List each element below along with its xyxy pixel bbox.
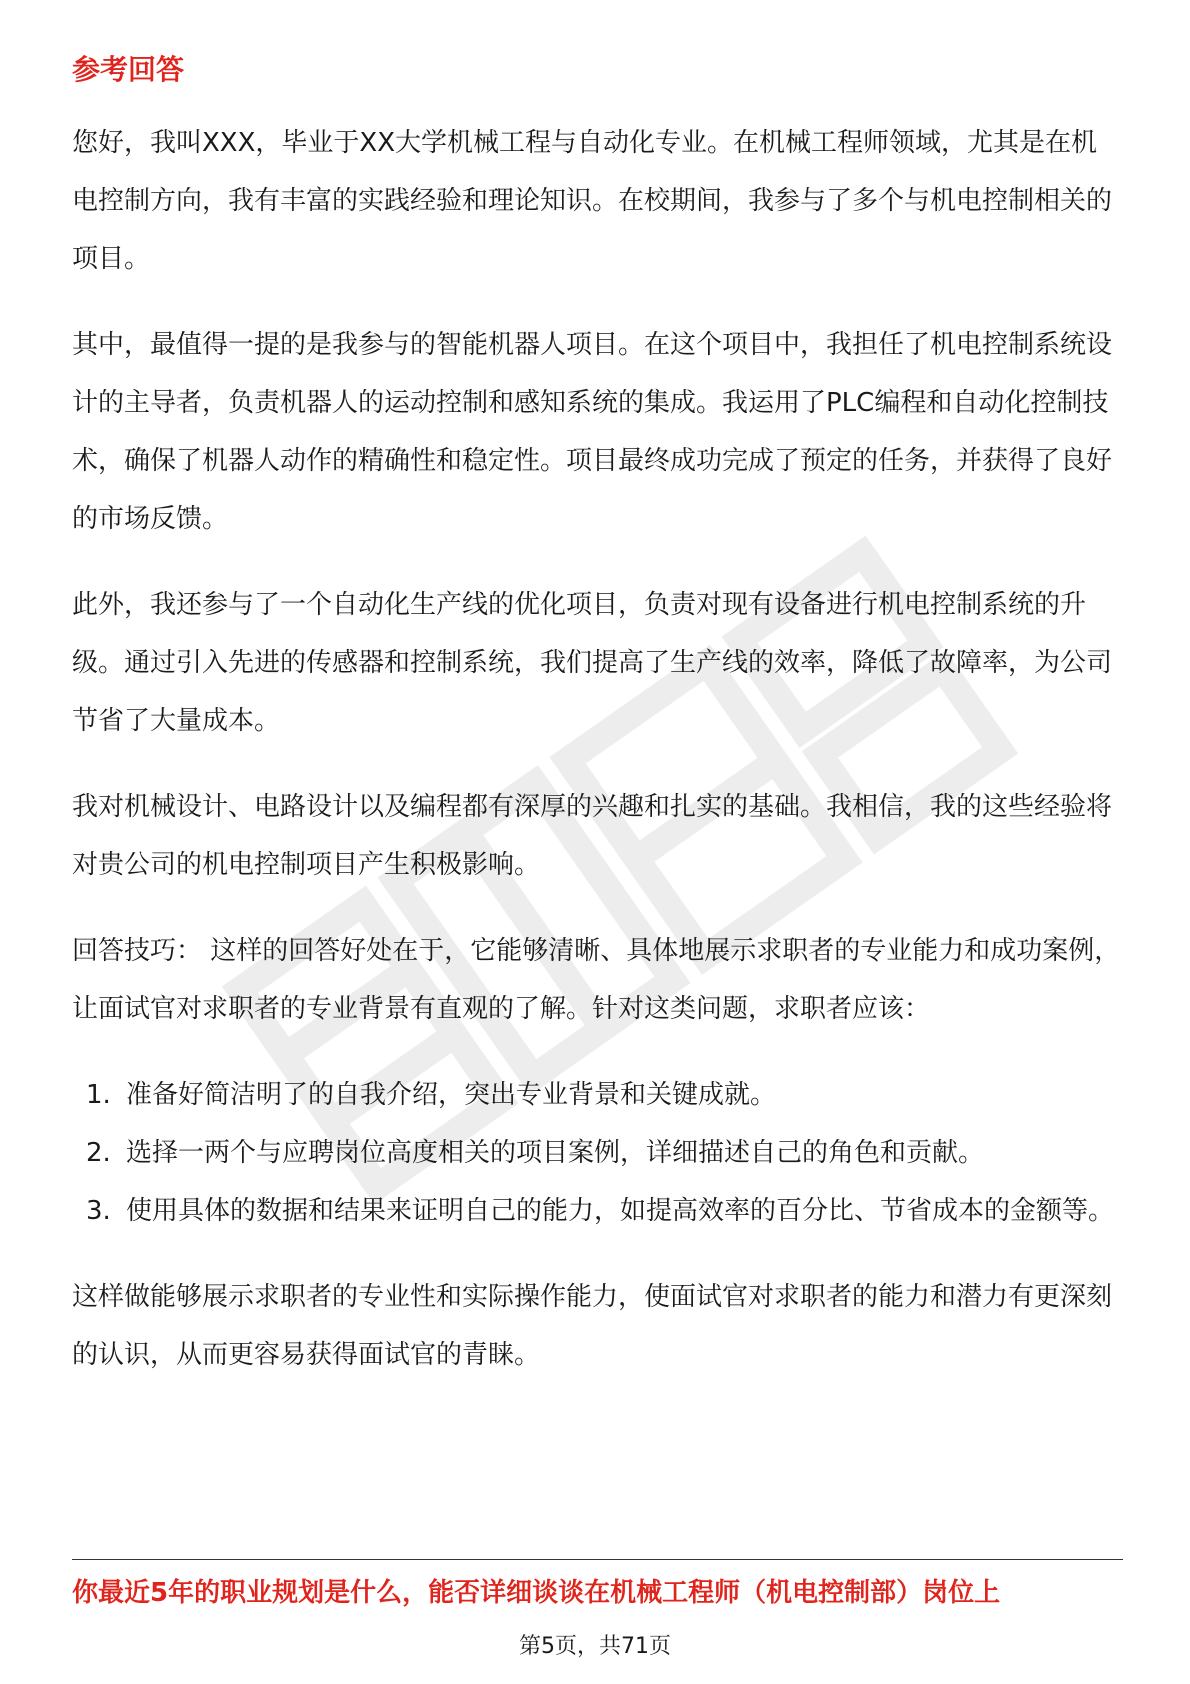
list-item bbox=[72, 1124, 1122, 1182]
next-question-heading: 你最近5年的职业规划是什么，能否详细谈谈在机械工程师（机电控制部）岗位上 bbox=[72, 1578, 1001, 1608]
list-item bbox=[72, 1182, 1122, 1240]
answer-paragraph: 您好，我叫XXX，毕业于XX大学机械工程与自动化专业。在机械工程师领域，尤其是在机电控制方向，我有丰富的实践经验和理论知识。在校期间，我参与了多个与机电控制相关的项目。 bbox=[72, 128, 1113, 274]
section-divider bbox=[72, 1559, 1123, 1560]
answer-paragraph: 其中，最值得一提的是我参与的智能机器人项目。在这个项目中，我担任了机电控制系统设计的主导者，负责机器人的运动控制和感知系统的集成。我运用了PLC编程和自动化控制技术，确保了机器人动作的精确性和稳定性。项目最终成功完成了预定的任务，并获得了良好的市场反馈。 bbox=[72, 330, 1113, 534]
list-item-number: 2. bbox=[86, 1138, 111, 1168]
answer-paragraph: 此外，我还参与了一个自动化生产线的优化项目，负责对现有设备进行机电控制系统的升级。通过引入先进的传感器和控制系统，我们提高了生产线的效率，降低了故障率，为公司节省了大量成本。 bbox=[72, 590, 1113, 736]
page-number: 第5页，共71页 bbox=[519, 1634, 671, 1659]
tips-intro: 回答技巧： 这样的回答好处在于，它能够清晰、具体地展示求职者的专业能力和成功案例，让面试官对求职者的专业背景有直观的了解。针对这类问题，求职者应该： bbox=[72, 936, 1121, 1024]
tips-list bbox=[72, 1066, 1122, 1240]
list-item-text: 使用具体的数据和结果来证明自己的能力，如提高效率的百分比、节省成本的金额等。 bbox=[126, 1196, 1115, 1226]
list-item-number: 1. bbox=[86, 1080, 111, 1110]
list-item bbox=[72, 1066, 1122, 1124]
list-item-text: 准备好简洁明了的自我介绍，突出专业背景和关键成就。 bbox=[126, 1080, 777, 1110]
answer-paragraph: 我对机械设计、电路设计以及编程都有深厚的兴趣和扎实的基础。我相信，我的这些经验将对贵公司的机电控制项目产生积极影响。 bbox=[72, 792, 1113, 880]
closing-paragraph: 这样做能够展示求职者的专业性和实际操作能力，使面试官对求职者的能力和潜力有更深刻的认识，从而更容易获得面试官的青睐。 bbox=[72, 1282, 1113, 1370]
list-item-number: 3. bbox=[86, 1196, 111, 1226]
answer-body bbox=[72, 114, 1122, 1412]
list-item-text: 选择一两个与应聘岗位高度相关的项目案例，详细描述自己的角色和贡献。 bbox=[126, 1138, 985, 1168]
section-title: 参考回答 bbox=[72, 53, 185, 86]
